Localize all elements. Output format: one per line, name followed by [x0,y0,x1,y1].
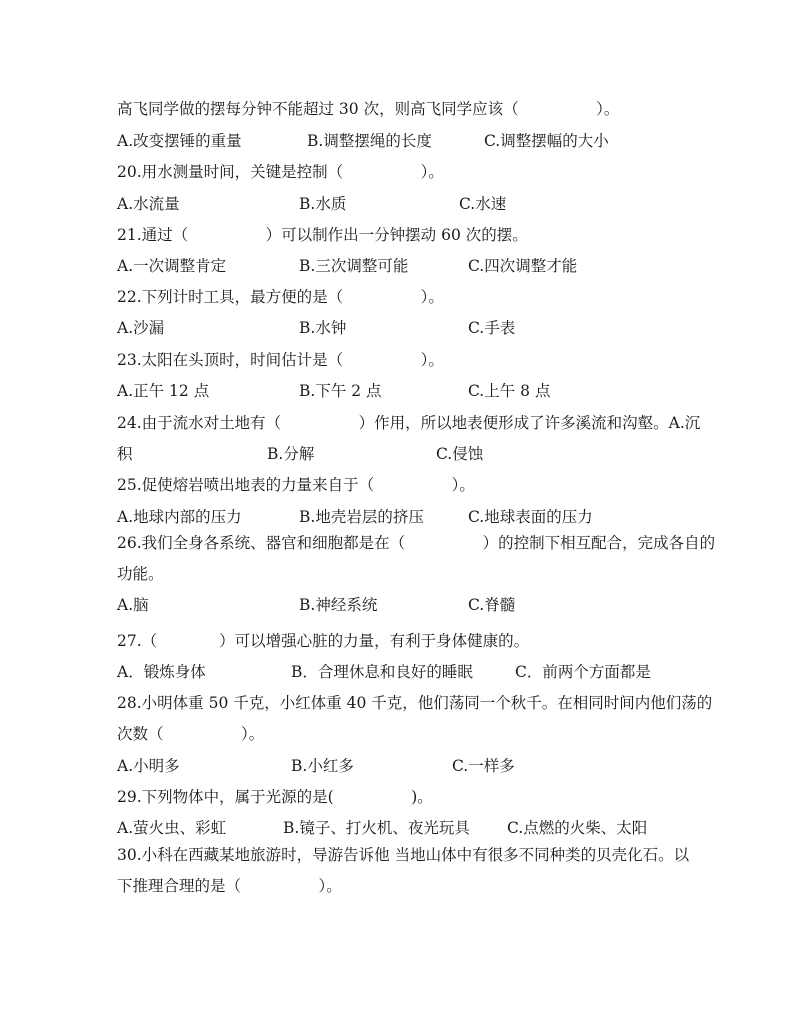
option-c: C．前两个方面都是 [515,663,651,681]
question-29-stem: 29.下列物体中，属于光源的是( )。 [117,788,433,806]
question-intro-stem: 高飞同学做的摆每分钟不能超过 30 次，则高飞同学应该（ ）。 [117,100,620,118]
option-c: C.脊髓 [468,596,516,614]
question-30-stem-line2: 下推理合理的是（ ）。 [117,877,342,895]
question-26-stem: 26.我们全身各系统、器官和细胞都是在（ ）的控制下相互配合，完成各自的 [117,534,716,552]
option-b: B.下午 2 点 [299,382,382,400]
option-c: C.点燃的火柴、太阳 [507,819,648,837]
option-a: A.水流量 [117,195,180,213]
option-b: B.神经系统 [299,596,378,614]
option-c: C.地球表面的压力 [468,508,593,526]
question-25-stem: 25.促使熔岩喷出地表的力量来自于（ ）。 [117,476,475,494]
question-27-stem: 27.（ ）可以增强心脏的力量，有利于身体健康的。 [117,632,530,650]
option-c: C.侵蚀 [436,445,484,463]
option-a: A.改变摆锤的重量 [117,132,242,150]
option-c: C.手表 [468,319,516,337]
option-c: C.水速 [459,195,507,213]
option-b: B.分解 [267,445,315,463]
option-a: A．锻炼身体 [117,663,206,681]
option-a: A.萤火虫、彩虹 [117,819,227,837]
option-a: A.正午 12 点 [117,382,210,400]
option-b: B.小红多 [291,757,354,775]
question-30-stem: 30.小科在西藏某地旅游时，导游告诉他 当地山体中有很多不同种类的贝壳化石。以 [117,846,690,864]
question-20-stem: 20.用水测量时间，关键是控制（ ）。 [117,163,444,181]
option-c: C.一样多 [452,757,515,775]
question-28-stem: 28.小明体重 50 千克，小红体重 40 千克，他们荡同一个秋千。在相同时间内他们荡的 [117,694,713,712]
option-a-continued: 积 [117,445,133,463]
option-c: C.四次调整才能 [468,257,578,275]
question-23-stem: 23.太阳在头顶时，时间估计是（ ）。 [117,351,444,369]
option-c: C.上午 8 点 [468,382,551,400]
option-b: B．合理休息和良好的睡眠 [291,663,473,681]
question-26-stem-line2: 功能。 [117,565,164,583]
option-c: C.调整摆幅的大小 [484,132,609,150]
option-a: A.沙漏 [117,319,165,337]
option-a: A.一次调整肯定 [117,257,227,275]
question-28-stem-line2: 次数（ ）。 [117,725,265,743]
question-22-stem: 22.下列计时工具，最方便的是（ ）。 [117,288,444,306]
option-b: B.水钟 [299,319,347,337]
question-21-stem: 21.通过（ ）可以制作出一分钟摆动 60 次的摆。 [117,226,528,244]
option-b: B.镜子、打火机、夜光玩具 [283,819,470,837]
option-b: B.三次调整可能 [299,257,409,275]
option-a: A.小明多 [117,757,180,775]
option-b: B.地壳岩层的挤压 [299,508,424,526]
question-24-stem: 24.由于流水对土地有（ ）作用，所以地表便形成了许多溪流和沟壑。A.沉 [117,414,701,432]
option-a: A.脑 [117,596,149,614]
option-a: A.地球内部的压力 [117,508,242,526]
option-b: B.水质 [299,195,347,213]
option-b: B.调整摆绳的长度 [307,132,432,150]
